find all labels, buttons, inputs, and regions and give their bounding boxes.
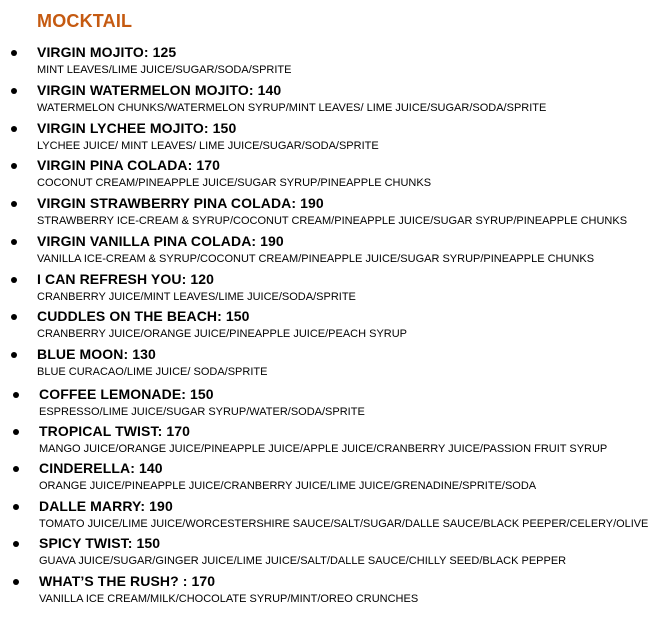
item-name: WHAT’S THE RUSH? : 170	[39, 573, 216, 589]
item-name: VIRGIN MOJITO: 125	[37, 44, 177, 60]
bullet-icon	[11, 352, 17, 358]
item-ingredients: MINT LEAVES/LIME JUICE/SUGAR/SODA/SPRITE	[37, 64, 292, 76]
item-ingredients: STRAWBERRY ICE-CREAM & SYRUP/COCONUT CREAM/PINEAPPLE JUICE/SUGAR SYRUP/PINEAPPLE CHUNKS	[37, 215, 628, 227]
item-ingredients: COCONUT CREAM/PINEAPPLE JUICE/SUGAR SYRUP/PINEAPPLE CHUNKS	[37, 177, 432, 189]
item-ingredients: LYCHEE JUICE/ MINT LEAVES/ LIME JUICE/SUGAR/SODA/SPRITE	[37, 140, 379, 152]
menu-item	[0, 120, 650, 158]
item-ingredients: MANGO JUICE/ORANGE JUICE/PINEAPPLE JUICE/APPLE JUICE/CRANBERRY JUICE/PASSION FRUIT SYRUP	[39, 443, 608, 455]
item-name: BLUE MOON: 130	[37, 346, 156, 362]
bullet-icon	[11, 314, 17, 320]
item-name: VIRGIN WATERMELON MOJITO: 140	[37, 82, 282, 98]
item-name: COFFEE LEMONADE: 150	[39, 386, 214, 402]
item-ingredients: CRANBERRY JUICE/ORANGE JUICE/PINEAPPLE JUICE/PEACH SYRUP	[37, 328, 408, 340]
item-ingredients: ORANGE JUICE/PINEAPPLE JUICE/CRANBERRY JUICE/LIME JUICE/GRENADINE/SPRITE/SODA	[39, 480, 537, 492]
bullet-icon	[11, 88, 17, 94]
item-name: DALLE MARRY: 190	[39, 498, 173, 514]
menu-item	[0, 346, 650, 384]
bullet-icon	[11, 239, 17, 245]
menu-item	[0, 498, 650, 536]
bullet-icon	[13, 504, 19, 510]
item-ingredients: VANILLA ICE-CREAM & SYRUP/COCONUT CREAM/PINEAPPLE JUICE/SUGAR SYRUP/PINEAPPLE CHUNKS	[37, 253, 595, 265]
item-name: CINDERELLA: 140	[39, 460, 163, 476]
menu-heading: MOCKTAIL	[37, 11, 133, 31]
bullet-icon	[13, 466, 19, 472]
menu-item	[0, 308, 650, 346]
item-name: CUDDLES ON THE BEACH: 150	[37, 308, 250, 324]
item-ingredients: GUAVA JUICE/SUGAR/GINGER JUICE/LIME JUICE/SALT/DALLE SAUCE/CHILLY SEED/BLACK PEPPER	[39, 555, 567, 567]
menu-item	[0, 157, 650, 195]
item-name: VIRGIN STRAWBERRY PINA COLADA: 190	[37, 195, 324, 211]
bullet-icon	[13, 579, 19, 585]
bullet-icon	[13, 541, 19, 547]
menu-item	[0, 423, 650, 461]
bullet-icon	[11, 50, 17, 56]
menu-item	[0, 535, 650, 573]
item-ingredients: WATERMELON CHUNKS/WATERMELON SYRUP/MINT LEAVES/ LIME JUICE/SUGAR/SODA/SPRITE	[37, 102, 547, 114]
item-ingredients: BLUE CURACAO/LIME JUICE/ SODA/SPRITE	[37, 366, 268, 378]
bullet-icon	[11, 126, 17, 132]
item-ingredients: CRANBERRY JUICE/MINT LEAVES/LIME JUICE/SODA/SPRITE	[37, 291, 356, 303]
bullet-icon	[11, 201, 17, 207]
item-name: VIRGIN LYCHEE MOJITO: 150	[37, 120, 237, 136]
item-name: I CAN REFRESH YOU: 120	[37, 271, 214, 287]
item-ingredients: VANILLA ICE CREAM/MILK/CHOCOLATE SYRUP/MINT/OREO CRUNCHES	[39, 593, 419, 605]
menu-item	[0, 386, 650, 424]
item-ingredients: ESPRESSO/LIME JUICE/SUGAR SYRUP/WATER/SODA/SPRITE	[39, 406, 365, 418]
bullet-icon	[13, 429, 19, 435]
bullet-icon	[11, 163, 17, 169]
item-name: SPICY TWIST: 150	[39, 535, 161, 551]
menu-item	[0, 271, 650, 309]
item-name: VIRGIN VANILLA PINA COLADA: 190	[37, 233, 284, 249]
bullet-icon	[11, 277, 17, 283]
bullet-icon	[13, 392, 19, 398]
item-name: TROPICAL TWIST: 170	[39, 423, 190, 439]
menu-item	[0, 82, 650, 120]
menu-item	[0, 44, 650, 82]
menu-item	[0, 573, 650, 611]
menu-item	[0, 233, 650, 271]
menu-item	[0, 460, 650, 498]
menu-item	[0, 195, 650, 233]
item-ingredients: TOMATO JUICE/LIME JUICE/WORCESTERSHIRE SAUCE/SALT/SUGAR/DALLE SAUCE/BLACK PEEPER/CELERY/OLIVE	[39, 518, 649, 530]
item-name: VIRGIN PINA COLADA: 170	[37, 157, 221, 173]
